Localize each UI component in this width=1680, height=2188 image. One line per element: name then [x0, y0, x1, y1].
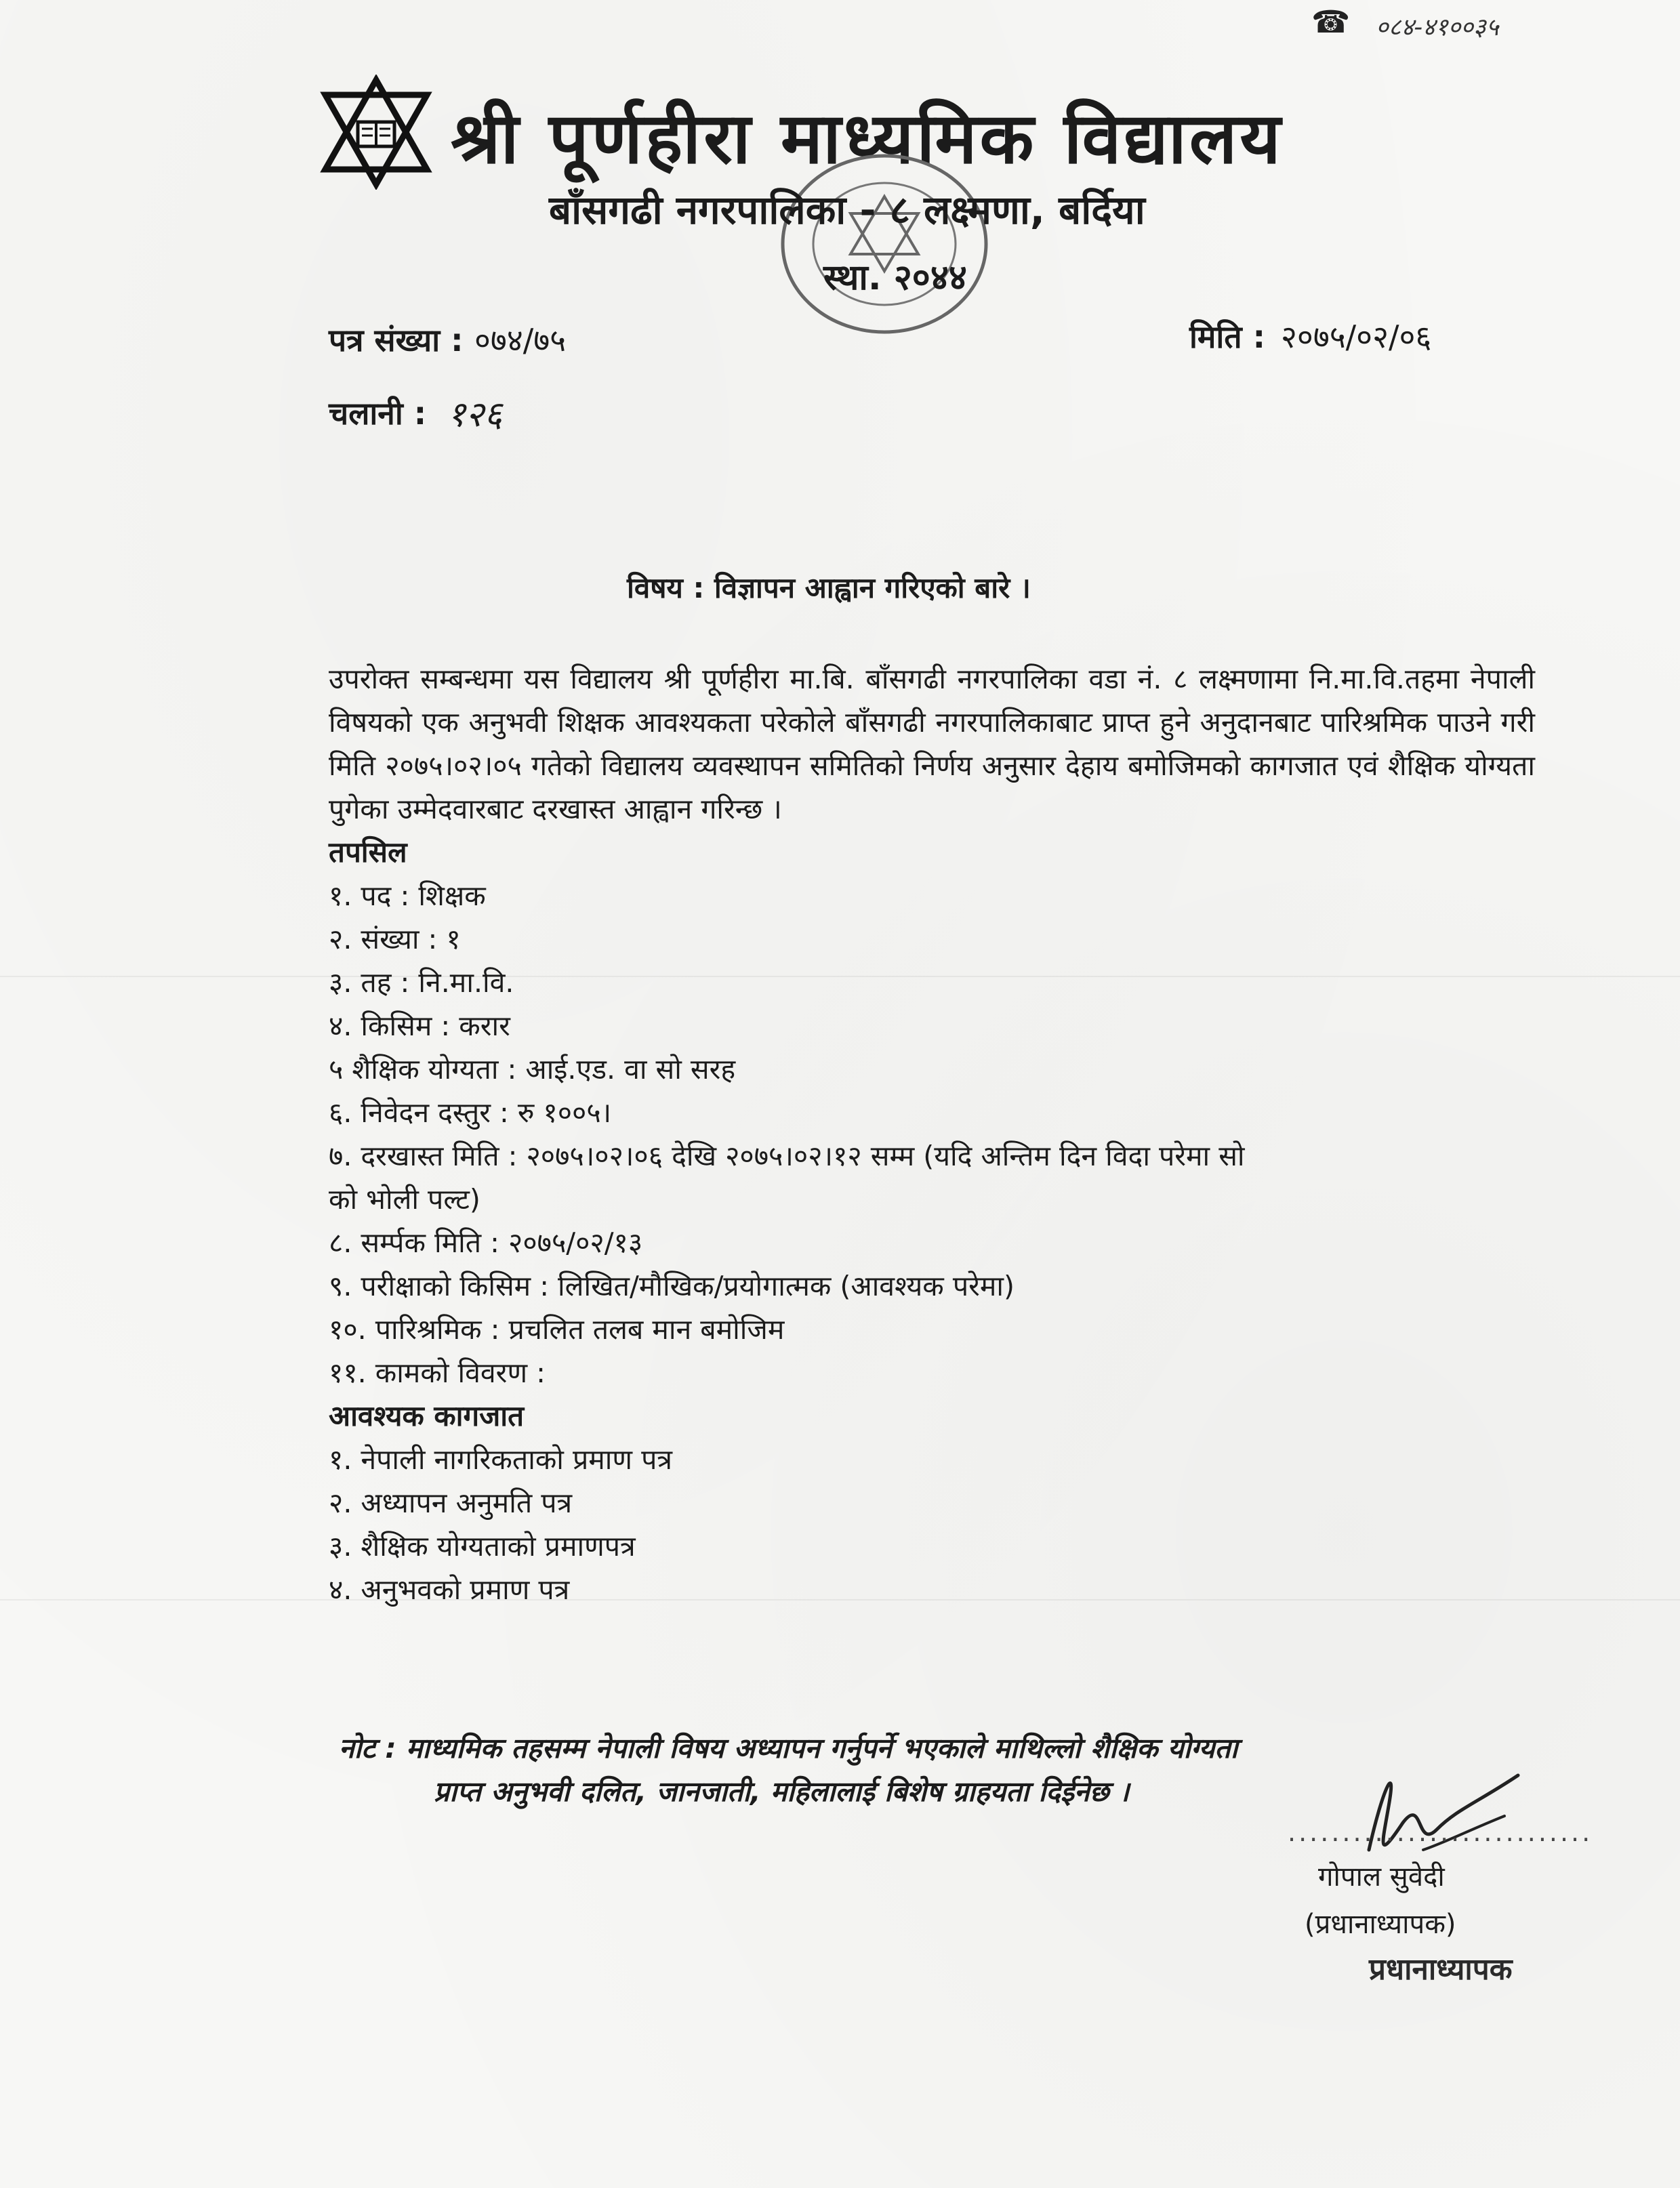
- letter-subject: विषय : विज्ञापन आह्वान गरिएको बारे ।: [627, 571, 1031, 604]
- detail-item: ३. तह : नि.मा.वि.: [329, 966, 514, 999]
- documents-heading: आवश्यक कागजात: [329, 1399, 525, 1432]
- note-label: नोट :: [339, 1732, 396, 1764]
- date-label: मिति :: [1189, 318, 1265, 355]
- reference-number-label: पत्र संख्या :: [329, 322, 464, 358]
- dispatch-number-label: चलानी :: [329, 395, 427, 432]
- detail-item: १. पद : शिक्षक: [329, 880, 486, 912]
- letter-body: [329, 657, 1535, 1611]
- school-round-seal-icon: [773, 142, 996, 346]
- reference-number-value: ०७४/७५: [474, 322, 567, 358]
- phone-icon: ☎: [1311, 3, 1351, 40]
- detail-item: ७. दरखास्त मिति : २०७५।०२।०६ देखि २०७५।०२।१२ सम्म (यदि अन्तिम दिन विदा परेमा सो: [329, 1140, 1245, 1172]
- detail-item: १०. पारिश्रमिक : प्रचलित तलब मान बमोजिम: [329, 1313, 785, 1346]
- head-teacher-stamp: प्रधानाध्यापक: [1369, 1952, 1513, 1987]
- detail-item: ५ शैक्षिक योग्यता : आई.एड. वा सो सरह: [329, 1053, 736, 1086]
- dispatch-number-value: १२६: [447, 394, 503, 435]
- details-heading: तपसिल: [329, 835, 407, 869]
- detail-item: को भोली पल्ट): [329, 1183, 480, 1216]
- detail-item: ८. सर्म्पक मिति : २०७५/०२/१३: [329, 1226, 643, 1259]
- body-paragraph: उपरोक्त सम्बन्धमा यस विद्यालय श्री पूर्णहीरा मा.बि. बाँसगढी नगरपालिका वडा नं. ८ लक्ष्मणामा नि.मा.वि.तहमा नेपाली विषयको एक अनुभवी शिक्षक आवश्यकता परेकोले बाँसगढी नगरपालिकाबाट प्राप्त हुने अनुदानबाट पारिश्रमिक पाउने गरी मिति २०७५।०२।०५ गतेको विद्यालय व्यवस्थापन समितिको निर्णय अनुसार देहाय बमोजिमको कागजात एवं शैक्षिक योग्यता पुगेका उम्मेदवारबाट दरखास्त आह्वान गरिन्छ ।: [329, 663, 1535, 825]
- established-year: स्था. २०४४: [823, 257, 967, 298]
- school-address: बाँसगढी नगरपालिका - ८ लक्ष्मणा, बर्दिया: [549, 187, 1145, 233]
- document-item: २. अध्यापन अनुमति पत्र: [329, 1487, 573, 1519]
- signatory-title: (प्रधानाध्यापक): [1305, 1909, 1456, 1940]
- star-book-emblem-icon: [319, 75, 434, 190]
- phone-number: ०८४-४१००३५: [1376, 14, 1499, 41]
- detail-item: २. संख्या : १: [329, 923, 461, 955]
- document-item: १. नेपाली नागरिकताको प्रमाण पत्र: [329, 1443, 673, 1476]
- date-value: २०७५/०२/०६: [1281, 318, 1432, 355]
- detail-item: ४. किसिम : करार: [329, 1010, 510, 1042]
- signature-dotted-line: ............................: [1288, 1817, 1593, 1847]
- school-name: श्री पूर्णहीरा माध्यमिक विद्यालय: [451, 97, 1284, 180]
- detail-item: ११. कामको विवरण :: [329, 1357, 546, 1389]
- signatory-name: गोपाल सुवेदी: [1318, 1861, 1445, 1893]
- detail-item: ९. परीक्षाको किसिम : लिखित/मौखिक/प्रयोगात्मक (आवश्यक परेमा): [329, 1270, 1015, 1302]
- document-item: ३. शैक्षिक योग्यताको प्रमाणपत्र: [329, 1530, 636, 1563]
- note-line-1: माध्यमिक तहसम्म नेपाली विषय अध्यापन गर्नुपर्ने भएकाले माथिल्लो शैक्षिक योग्यता: [406, 1732, 1238, 1764]
- detail-item: ६. निवेदन दस्तुर : रु १००५।: [329, 1096, 612, 1129]
- document-item: ४. अनुभवको प्रमाण पत्र: [329, 1573, 570, 1606]
- note-line-2: प्राप्त अनुभवी दलित, जानजाती, महिलालाई बिशेष ग्राहयता दिईनेछ ।: [434, 1775, 1130, 1808]
